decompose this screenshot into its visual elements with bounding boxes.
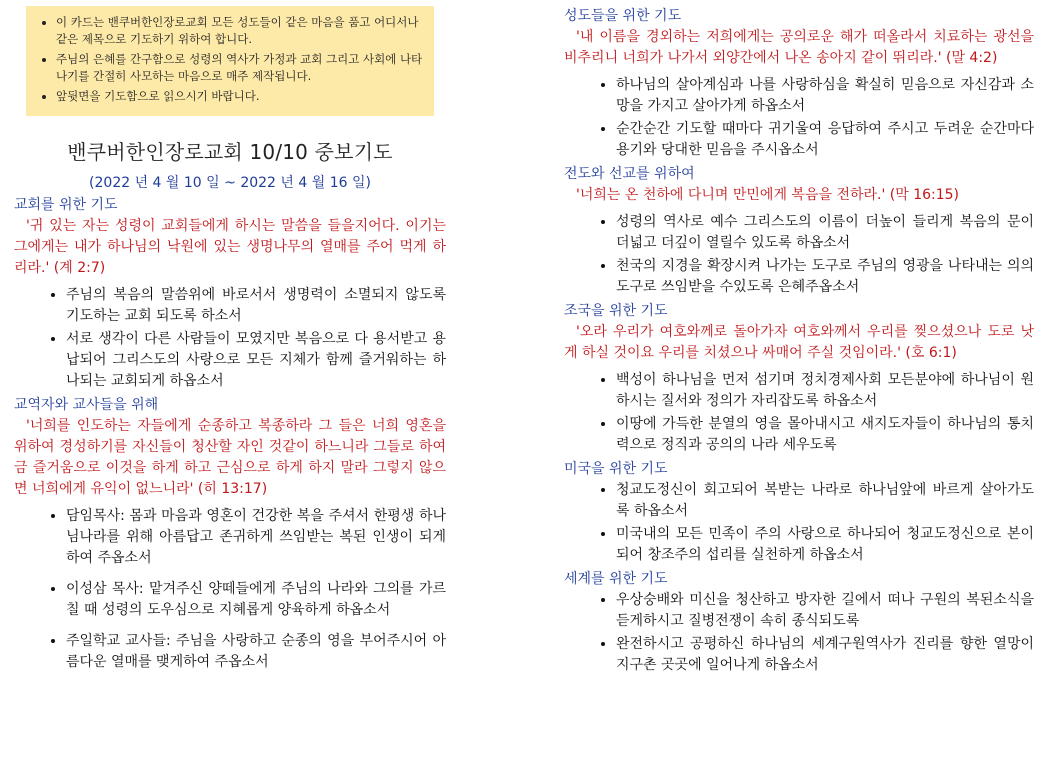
right-column bbox=[564, 3, 1034, 678]
prayer-item: • 서로 생각이 다른 사람들이 모였지만 복음으로 다 용서받고 용납되어 그리스도의 사랑으로 모든 지체가 함께 즐거워하는 하나되는 교회되게 하옵소서 bbox=[66, 329, 446, 392]
section-church bbox=[14, 196, 446, 392]
notice-item: • 주님의 은혜를 간구함으로 성령의 역사가 가정과 교회 그리고 사회에 나타나기를 간절히 사모하는 마음으로 매주 제작됩니다. bbox=[56, 51, 424, 85]
bible-verse: '너희를 인도하는 자들에게 순종하고 복종하라 그 들은 너희 영혼을 위하여 경성하기를 자신들이 청산할 자인 것같이 하느니라 그들로 하여금 즐거움으로 이것을 하게 하고 근심으로 하게 하지 말라 그렇지 않으면 너희에게 유익이 없느니라' (히 13:17) bbox=[14, 418, 446, 497]
section-heading: 조국을 위한 기도 bbox=[564, 303, 668, 319]
section-pastors-teachers bbox=[14, 396, 446, 673]
prayer-item: • 천국의 지경을 확장시켜 나가는 도구로 주님의 영광을 나타내는 의의 도구로 쓰임받을 수있도록 은혜주옵소서 bbox=[616, 256, 1034, 298]
bible-verse: '내 이름을 경외하는 저희에게는 공의로운 해가 떠올라서 치료하는 광선을 비추리니 너희가 나가서 외양간에서 나온 송아지 같이 뛰리라.' (말 4:2) bbox=[564, 29, 1034, 66]
prayer-item: • 청교도정신이 회고되어 복받는 나라로 하나님앞에 바르게 살아가도록 하옵소서 bbox=[616, 480, 1034, 522]
prayer-item: • 미국내의 모든 민족이 주의 사랑으로 하나되어 청교도정신으로 본이되어 창조주의 섭리를 실천하게 하옵소서 bbox=[616, 524, 1034, 566]
prayer-item: • 하나님의 살아계심과 나를 사랑하심을 확실히 믿음으로 자신감과 소망을 가지고 살아가게 하옵소서 bbox=[616, 75, 1034, 117]
section-heading: 교역자와 교사들을 위해 bbox=[14, 397, 159, 413]
section-homeland bbox=[564, 302, 1034, 456]
section-heading: 세계를 위한 기도 bbox=[564, 571, 668, 587]
section-world bbox=[564, 570, 1034, 676]
page-title: 밴쿠버한인장로교회 10/10 중보기도 bbox=[67, 140, 393, 164]
section-usa bbox=[564, 460, 1034, 566]
prayer-item: • 완전하시고 공평하신 하나님의 세계구원역사가 진리를 향한 열망이 지구촌 곳곳에 일어나게 하옵소서 bbox=[616, 634, 1034, 676]
section-heading: 전도와 선교를 위하여 bbox=[564, 166, 695, 182]
section-members bbox=[564, 7, 1034, 161]
bible-verse: '너희는 온 천하에 다니며 만민에게 복음을 전하라.' (막 16:15) bbox=[576, 187, 960, 203]
notice-item: • 앞뒷면을 기도함으로 읽으시기 바랍니다. bbox=[56, 88, 424, 105]
prayer-item: • 이성삼 목사: 맡겨주신 양떼들에게 주님의 나라와 그의를 가르칠 때 성령의 도우심으로 지혜롭게 양육하게 하옵소서 bbox=[66, 579, 446, 621]
bible-verse: '오라 우리가 여호와께로 돌아가자 여호와께서 우리를 찢으셨으나 도로 낫게 하실 것이요 우리를 치셨으나 싸매어 주실 것임이라.' (호 6:1) bbox=[564, 324, 1034, 361]
prayer-item: • 주일학교 교사들: 주님을 사랑하고 순종의 영을 부어주시어 아름다운 열매를 맺게하여 주옵소서 bbox=[66, 631, 446, 673]
section-heading: 미국을 위한 기도 bbox=[564, 461, 668, 477]
prayer-item: • 주님의 복음의 말씀위에 바로서서 생명력이 소멸되지 않도록 기도하는 교회 되도록 하소서 bbox=[66, 285, 446, 327]
section-heading: 교회를 위한 기도 bbox=[14, 197, 118, 213]
prayer-item: • 이땅에 가득한 분열의 영을 몰아내시고 새지도자들이 하나님의 통치력으로 정직과 공의의 나라 세우도록 bbox=[616, 414, 1034, 456]
date-range: (2022 년 4 월 10 일 ~ 2022 년 4 월 16 일) bbox=[89, 175, 371, 191]
section-heading: 성도들을 위한 기도 bbox=[564, 8, 682, 24]
left-column bbox=[14, 0, 446, 683]
prayer-item: • 순간순간 기도할 때마다 귀기울여 응답하여 주시고 두려운 순간마다 용기와 당대한 믿음을 주시옵소서 bbox=[616, 119, 1034, 161]
notice-item: • 이 카드는 밴쿠버한인장로교회 모든 성도들이 같은 마음을 품고 어디서나 같은 제목으로 기도하기 위하여 합니다. bbox=[56, 14, 424, 48]
notice-box bbox=[26, 6, 434, 116]
prayer-item: • 우상숭배와 미신을 청산하고 방자한 길에서 떠나 구원의 복된소식을 듣게하시고 질병전쟁이 속히 종식되도록 bbox=[616, 590, 1034, 632]
section-evangelism bbox=[564, 165, 1034, 298]
prayer-item: • 성령의 역사로 예수 그리스도의 이름이 더높이 들리게 복음의 문이 더넓고 더깊이 열릴수 있도록 하옵소서 bbox=[616, 212, 1034, 254]
prayer-item: • 담임목사: 몸과 마음과 영혼이 건강한 복을 주셔서 한평생 하나님나라를 위해 아름답고 존귀하게 쓰임받는 복된 인생이 되게 하여 주옵소서 bbox=[66, 506, 446, 569]
prayer-item: • 백성이 하나님을 먼저 섬기며 정치경제사회 모든분야에 하나님이 원하시는 질서와 정의가 자리잡도록 하옵소서 bbox=[616, 370, 1034, 412]
bible-verse: '귀 있는 자는 성령이 교회들에게 하시는 말씀을 들을지어다. 이기는 그에게는 내가 하나님의 낙원에 있는 생명나무의 열매를 주어 먹게 하리라.' (계 2:7) bbox=[14, 218, 446, 276]
